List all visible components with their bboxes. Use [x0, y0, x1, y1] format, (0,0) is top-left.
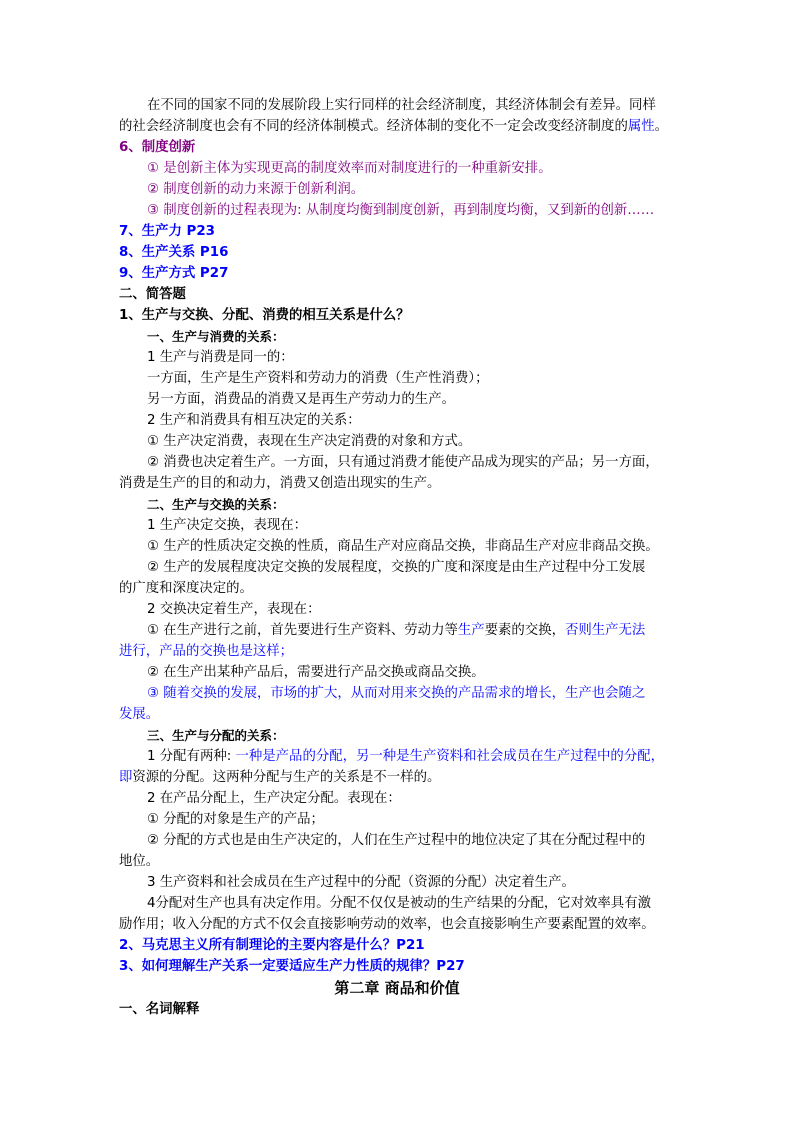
- exchange-heading: 二、生产与交换的关系：: [147, 497, 285, 512]
- distribution-p3: ① 分配的对象是生产的产品；: [147, 812, 324, 827]
- consumption-heading: 一、生产与消费的关系：: [147, 329, 285, 344]
- exchange-p4: 2 交换决定着生产，表现在：: [147, 602, 321, 617]
- exchange-p7a: ③ 随着交换的发展，市场的扩大，从而对用来交换的产品需求的增长，生产也会随之: [147, 686, 646, 701]
- chapter-2-section-1: 一、名词解释: [119, 1002, 200, 1017]
- chapter-2-title: 第二章 商品和价值: [334, 979, 460, 997]
- exchange-p1: 1 生产决定交换，表现在：: [147, 518, 308, 533]
- intro-line-2: [119, 117, 679, 137]
- distribution-p1a-part2: 一种是产品的分配，: [235, 749, 357, 764]
- distribution-p1b-part1: 即: [119, 770, 133, 785]
- exchange-p5a-part4: 否则生产无法: [564, 623, 646, 638]
- exchange-p3a: ② 生产的发展程度决定交换的发展程度，交换的广度和深度是由生产过程中分工发展: [147, 560, 646, 575]
- section-2-title: 二、简答题: [119, 287, 186, 302]
- question-3: 3、如何理解生产关系一定要适应生产力性质的规律？P27: [119, 959, 465, 974]
- distribution-p1a-part3: 另一种是生产资料和社会成员在生产过程中的分配，: [356, 749, 664, 764]
- exchange-p2: ① 生产的性质决定交换的性质，商品生产对应商品交换，非商品生产对应非商品交换。: [147, 539, 659, 554]
- term-9: 9、生产方式 P27: [119, 266, 229, 281]
- consumption-p4: 2 生产和消费具有相互决定的关系：: [147, 413, 361, 428]
- distribution-p4a: ② 分配的方式也是由生产决定的，人们在生产过程中的地位决定了其在分配过程中的: [147, 833, 646, 848]
- term-7: 7、生产力 P23: [119, 224, 215, 239]
- term-8: 8、生产关系 P16: [119, 245, 229, 260]
- distribution-p1a: [147, 747, 707, 767]
- term-6-point-3: ③ 制度创新的过程表现为: 从制度均衡到制度创新，再到制度均衡，又到新的创新……: [147, 203, 655, 218]
- distribution-p6b: 励作用；收入分配的方式不仅会直接影响劳动的效率，也会直接影响生产要素配置的效率。: [119, 917, 655, 932]
- distribution-p6a: 4分配对生产也具有决定作用。分配不仅仅是被动的生产结果的分配，它对效率具有激: [147, 896, 651, 911]
- exchange-p3b: 的广度和深度决定的。: [119, 581, 253, 596]
- intro-highlight: 属性: [627, 119, 655, 134]
- exchange-p5a-part1: ① 在生产进行之前，首先要进行生产资料、劳动力等: [147, 623, 458, 638]
- distribution-p4b: 地位。: [119, 854, 160, 869]
- distribution-p1b: [119, 768, 679, 788]
- term-6-point-2: ② 制度创新的动力来源于创新利润。: [147, 182, 365, 197]
- consumption-p3: 另一方面，消费品的消费又是再生产劳动力的生产。: [147, 392, 455, 407]
- consumption-p1: 1 生产与消费是同一的：: [147, 350, 294, 365]
- exchange-p5a-part2: 生产: [457, 623, 485, 638]
- distribution-p2: 2 在产品分配上，生产决定分配。表现在：: [147, 791, 401, 806]
- distribution-p1a-part1: 1 分配有两种:: [147, 749, 236, 764]
- intro-text: 的社会经济制度也会有不同的经济体制模式。经济体制的变化不一定会改变经济制度的: [119, 119, 628, 134]
- exchange-p5a-part3: 要素的交换，: [484, 623, 565, 638]
- term-6-title: 6、制度创新: [119, 140, 196, 155]
- question-1: 1、生产与交换、分配、消费的相互关系是什么？: [119, 308, 410, 323]
- intro-period: 。: [654, 119, 669, 134]
- exchange-p5a: [147, 621, 707, 641]
- exchange-p5b: 进行，产品的交换也是这样；: [119, 644, 294, 659]
- intro-line-1: 在不同的国家不同的发展阶段上实行同样的社会经济制度，其经济体制会有差异。同样: [147, 98, 656, 113]
- consumption-p2: 一方面，生产是生产资料和劳动力的消费（生产性消费）；: [147, 371, 489, 386]
- question-2: 2、马克思主义所有制理论的主要内容是什么？P21: [119, 938, 425, 953]
- distribution-p1b-part2: 资源的分配。这两种分配与生产的关系是不一样的。: [132, 770, 441, 785]
- consumption-p5: ① 生产决定消费，表现在生产决定消费的对象和方式。: [147, 434, 472, 449]
- consumption-p6b: 消费是生产的目的和动力，消费又创造出现实的生产。: [119, 476, 441, 491]
- distribution-heading: 三、生产与分配的关系：: [147, 728, 285, 743]
- consumption-p6a: ② 消费也决定着生产。一方面，只有通过消费才能使产品成为现实的产品；另一方面，: [147, 455, 659, 470]
- distribution-p5: 3 生产资料和社会成员在生产过程中的分配（资源的分配）决定着生产。: [147, 875, 575, 890]
- exchange-p7b: 发展。: [119, 707, 160, 722]
- exchange-p6: ② 在生产出某种产品后，需要进行产品交换或商品交换。: [147, 665, 485, 680]
- term-6-point-1: ① 是创新主体为实现更高的制度效率而对制度进行的一种重新安排。: [147, 161, 552, 176]
